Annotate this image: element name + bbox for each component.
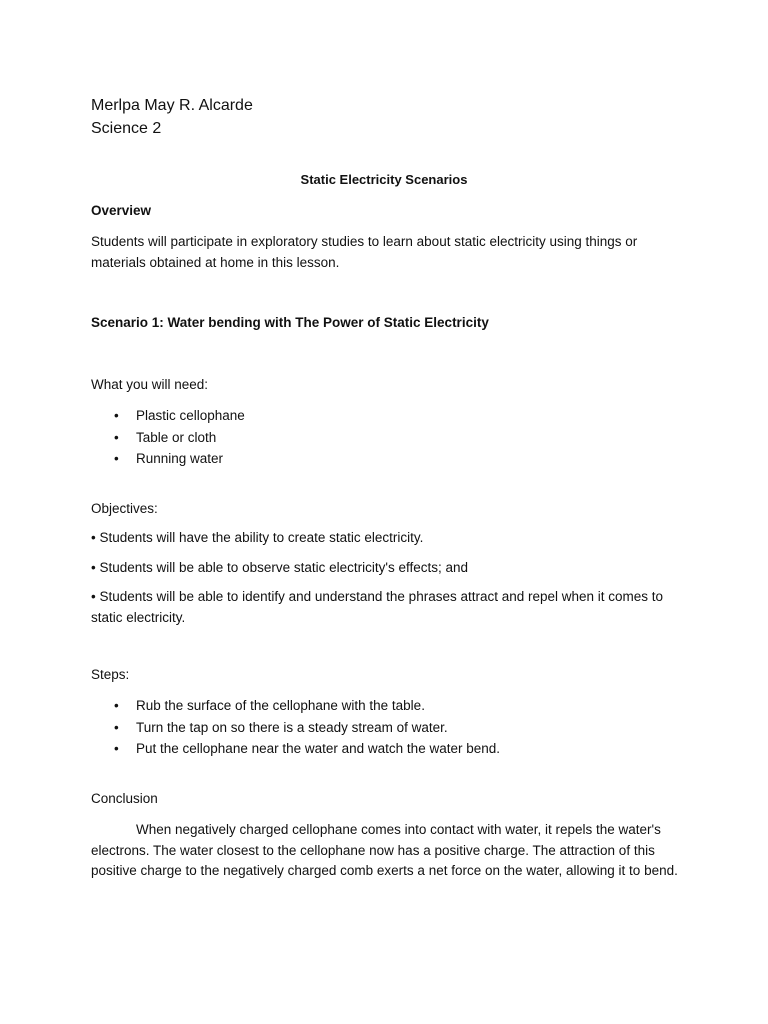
overview-text: Students will participate in exploratory studies to learn about static electricity using things or materials obtained at home in this lesson. [91,234,638,270]
objective-item: • Students will have the ability to create static electricity. [91,530,424,545]
list-item-text: Table or cloth [136,429,217,445]
list-item-text: Running water [136,451,224,466]
author-name: Merlpa May R. Alcarde [91,97,253,114]
overview-heading: Overview [91,203,152,218]
list-item [91,448,681,470]
conclusion-text: When negatively charged cellophane comes into contact with water, it repels the water's electrons. The water closest to the cellophane now has a positive charge. The attraction of this positive charge to the negatively charged comb exerts a net force on the water, allowing it to bend. [91,822,678,878]
list-item [91,427,681,449]
objective-item: • Students will be able to observe static electricity's effects; and [91,560,468,575]
list-item [91,405,681,427]
course-name: Science 2 [91,120,162,137]
list-item-text: Put the cellophane near the water and watch the water bend. [136,741,500,756]
scenario-heading: Scenario 1: Water bending with The Power of Static Electricity [91,315,489,330]
steps-list [91,695,681,760]
bullet-icon: • [114,429,119,445]
list-item [91,738,681,760]
needs-list [91,405,681,470]
bullet-icon: • [114,719,119,735]
bullet-icon: • [114,741,119,756]
bullet-icon: • [114,698,119,713]
list-item [91,717,681,739]
list-item [91,695,681,717]
needs-heading: What you will need: [91,377,209,392]
objectives-heading: Objectives: [91,501,158,516]
conclusion-heading: Conclusion [91,791,158,806]
bullet-icon: • [114,451,119,466]
objective-item: • Students will be able to identify and understand the phrases attract and repel when it comes to static electricity. [91,589,664,625]
steps-heading: Steps: [91,667,130,682]
list-item-text: Rub the surface of the cellophane with the table. [136,698,425,713]
document-title: Static Electricity Scenarios [300,172,468,187]
bullet-icon: • [114,408,119,423]
list-item-text: Plastic cellophane [136,408,245,423]
list-item-text: Turn the tap on so there is a steady stream of water. [136,719,448,735]
